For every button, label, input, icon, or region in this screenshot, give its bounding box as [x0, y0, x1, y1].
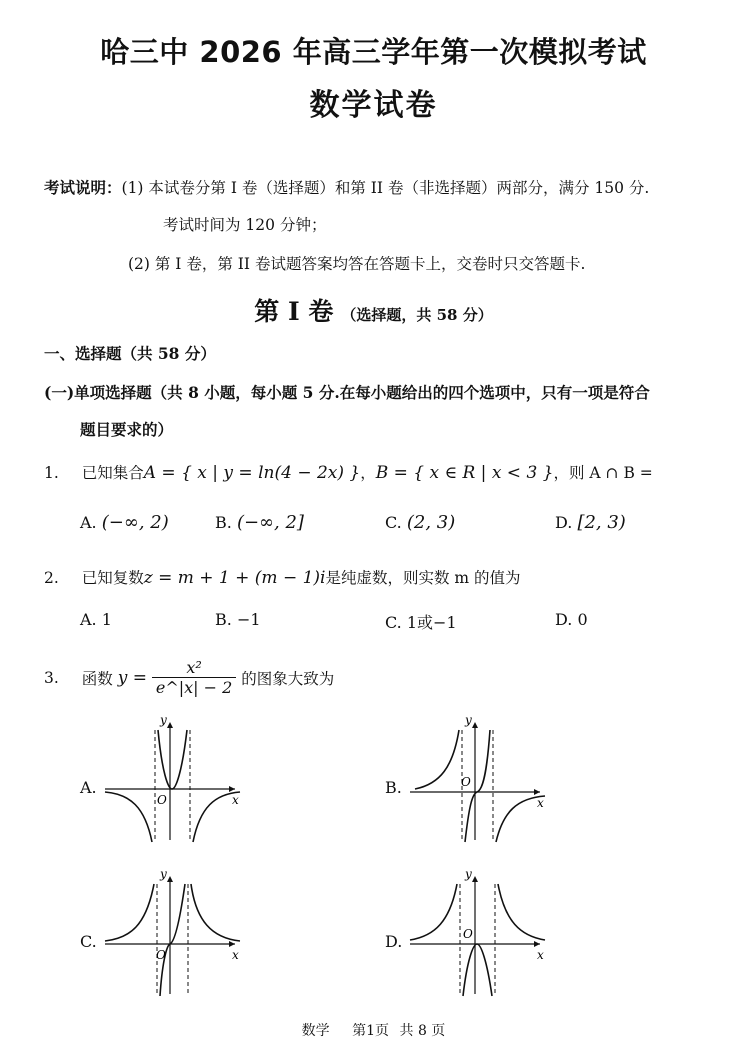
y-arrow-icon: [167, 876, 173, 882]
curve-right: [191, 884, 240, 941]
q2-expr: z = m + 1 + (m − 1)i: [143, 568, 326, 588]
origin-label: O: [461, 775, 471, 789]
instructions-text1: (1) 本试卷分第 I 卷（选择题）和第 II 卷（非选择题）两部分，满分 150 分.: [121, 179, 650, 197]
q1-prefix: 已知集合: [81, 464, 144, 482]
axis-y-label: y: [465, 867, 472, 881]
instructions-line1: [44, 176, 649, 198]
y-arrow-icon: [167, 722, 173, 728]
axis-x-label: x: [232, 793, 239, 807]
q2-suffix: 是纯虚数，则实数 m 的值为: [325, 569, 521, 587]
x-arrow-icon: [534, 941, 540, 947]
axis-y-label: y: [465, 713, 472, 727]
axis-x-label: x: [232, 948, 239, 962]
curve-left: [105, 792, 152, 842]
section-heading: [0, 292, 747, 328]
q2-prefix: 已知复数: [81, 569, 144, 587]
curve-right: [498, 884, 545, 940]
curve-left: [415, 730, 459, 789]
y-arrow-icon: [472, 722, 478, 728]
q3-number: 3.: [44, 668, 59, 687]
q3-graph-c[interactable]: [100, 866, 250, 1001]
axis-x-label: x: [537, 796, 544, 810]
q3-y-eq: y =: [117, 667, 147, 688]
subpart-line1: (一)单项选择题（共 8 小题，每小题 5 分.在每小题给出的四个选项中，只有一项是符合: [44, 383, 650, 402]
q1-sep: ，: [360, 464, 376, 482]
footer-total: 共 8 页: [399, 1023, 446, 1039]
section-note: （选择题，共 58 分）: [341, 306, 493, 324]
exam-title: 哈三中 2026 年高三学年第一次模拟考试: [100, 35, 647, 69]
q2-option-a[interactable]: A. 1: [80, 610, 112, 629]
question-2: [44, 566, 521, 588]
q3-graph-b[interactable]: [405, 712, 555, 847]
q1-option-a[interactable]: A. (−∞, 2): [80, 512, 169, 533]
q3-prefix: 函数: [81, 669, 113, 688]
subpart-line2: 题目要求的）: [80, 420, 174, 439]
q1-option-d[interactable]: D. [2, 3): [555, 512, 626, 533]
q1-set-b: B = { x ∈ R | x < 3 }: [375, 463, 554, 483]
origin-label: O: [463, 927, 473, 941]
q3-option-d-label[interactable]: D.: [385, 932, 403, 951]
q2-option-c[interactable]: C. 1或−1: [385, 613, 457, 632]
curve-middle: [160, 884, 185, 996]
curve-middle: [463, 944, 492, 996]
q3-graph-d[interactable]: [405, 866, 555, 1001]
q2-option-b[interactable]: B. −1: [215, 610, 261, 629]
x-arrow-icon: [229, 786, 235, 792]
curve-middle: [158, 730, 187, 789]
q1-option-b[interactable]: B. (−∞, 2]: [215, 512, 304, 533]
axis-x-label: x: [537, 948, 544, 962]
instructions-line3: (2) 第 I 卷，第 II 卷试题答案均答在答题卡上，交卷时只交答题卡.: [128, 255, 586, 273]
exam-subtitle: 数学试卷: [309, 88, 438, 123]
curve-left: [105, 884, 154, 941]
q3-fraction: [152, 658, 236, 697]
question-1: [44, 461, 653, 483]
origin-label: O: [157, 793, 167, 807]
x-arrow-icon: [534, 789, 540, 795]
part-title: 一、选择题（共 58 分）: [44, 344, 216, 363]
footer-page: 第1页: [352, 1023, 390, 1039]
q3-graph-a[interactable]: [100, 712, 250, 847]
q2-number: 2.: [44, 569, 59, 587]
axis-y-label: y: [160, 867, 167, 881]
q3-suffix: 的图象大致为: [241, 669, 335, 688]
curve-left: [410, 884, 457, 940]
q3-denominator: e^|x| − 2: [155, 678, 233, 697]
q1-set-a: A = { x | y = ln(4 − 2x) }: [143, 463, 361, 483]
q2-option-d[interactable]: D. 0: [555, 610, 588, 629]
origin-label: O: [156, 948, 166, 962]
axis-y-label: y: [160, 713, 167, 727]
q3-numerator: x²: [152, 658, 236, 678]
q1-option-c[interactable]: C. (2, 3): [385, 512, 456, 533]
q3-option-c-label[interactable]: C.: [80, 932, 97, 951]
page-footer: [0, 1020, 747, 1040]
q3-option-b-label[interactable]: B.: [385, 778, 402, 797]
footer-subject: 数学: [301, 1023, 330, 1039]
q1-suffix: ，则 A ∩ B =: [553, 464, 653, 482]
x-arrow-icon: [229, 941, 235, 947]
instructions-label: 考试说明：: [44, 178, 122, 197]
section-title: 第 I 卷: [254, 297, 334, 326]
q3-option-a-label[interactable]: A.: [80, 778, 97, 797]
y-arrow-icon: [472, 876, 478, 882]
instructions-line2: 考试时间为 120 分钟；: [163, 216, 327, 234]
q1-number: 1.: [44, 464, 59, 482]
question-3: [44, 658, 334, 697]
